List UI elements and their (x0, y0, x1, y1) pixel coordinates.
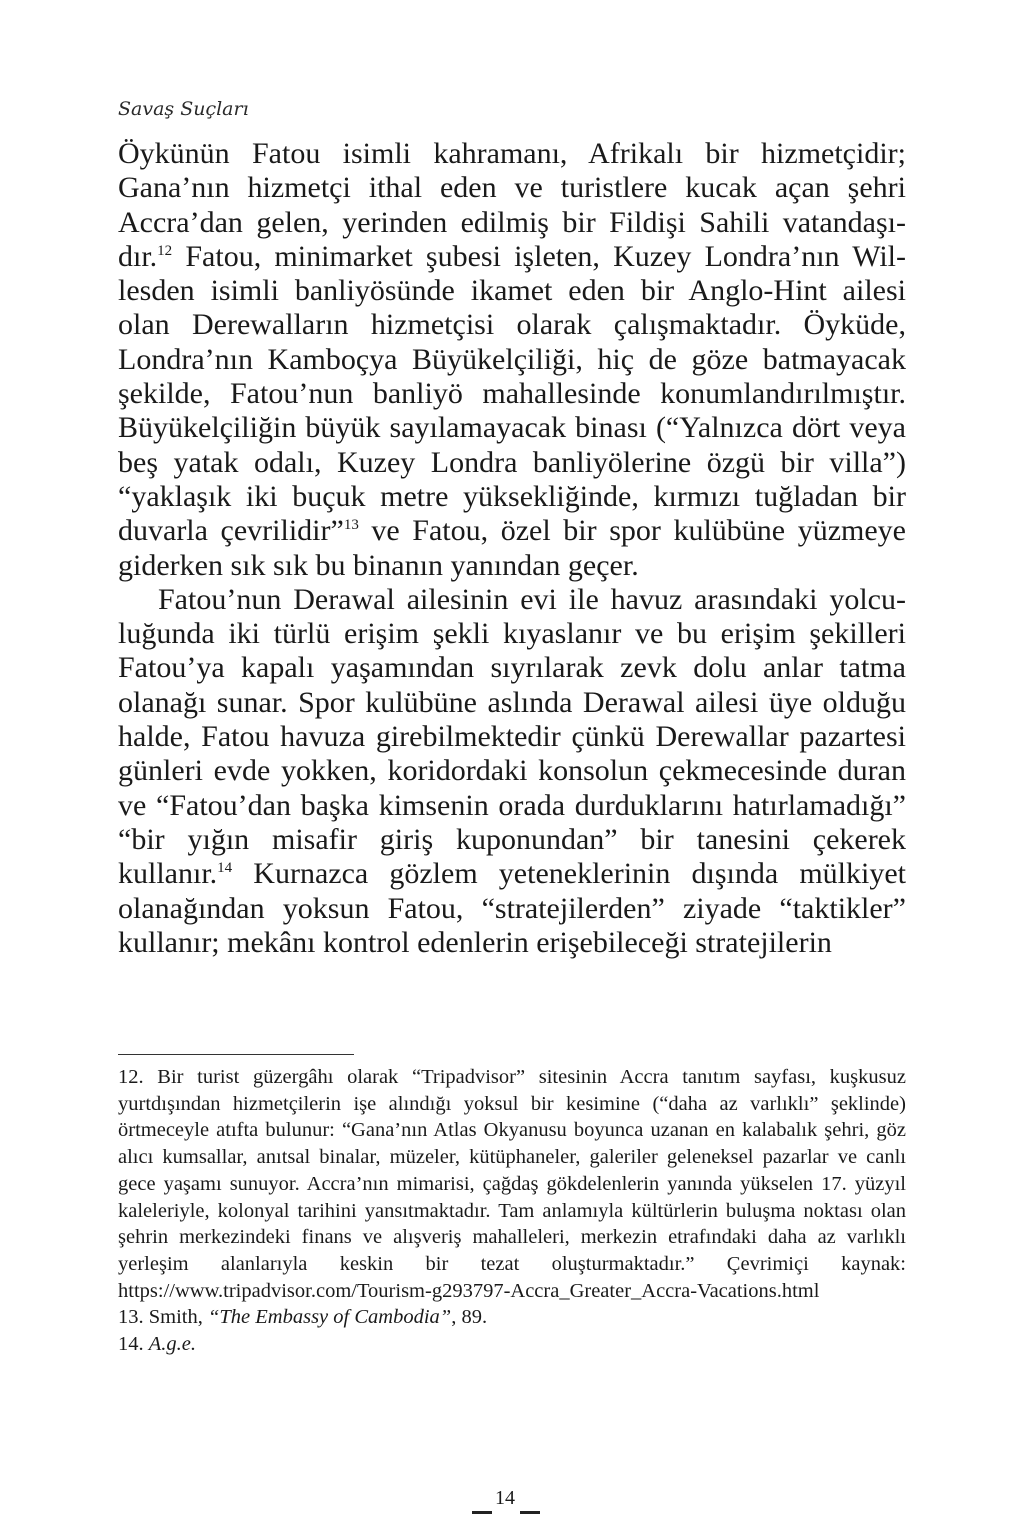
footnote-13-prefix: 13. Smith, (118, 1306, 208, 1329)
footnote-14-prefix: 14. (118, 1333, 149, 1356)
main-text (118, 137, 906, 960)
footnote-14-ibid: A.g.e. (148, 1333, 196, 1356)
paragraph-1-part-a: Öykünün Fatou isimli kahramanı, Afrikalı bir hizmetçidir; Gana’nın hizmetçi ithal eden ve turistlere kucak açan şehri Accra’dan gelen, yerinden edilmiş bir Fildişi Sahili vatandaşıdır. (118, 137, 906, 273)
footnote-ref-14: 14 (217, 860, 233, 877)
footnote-12: 12. Bir turist güzergâhı olarak “Tripadvisor” sitesinin Accra tanıtım sayfası, kuşkusuz yurtdışından hizmetçilerin işe alındığı yoksul bir kesimine (“daha az varlıklı” şeklinde) örtmeceyle atıfta bulunur: “Gana’nın Atlas Okyanusu boyunca uzanan en kalabalık şehri, göz alıcı kumsallar, anıtsal binalar, müzeler, kütüphaneler, galeriler geleneksel pazarlar ve canlı gece yaşamı sunuyor. Accra’nın mimarisi, çağdaş gökdelenlerin yanında yükselen 17. yüzyıl kaleleriyle, kolonyal tarihini yansıtmaktadır. Tam anlamıyla kültürlerin buluşma noktası olan şehrin merkezindeki finans ve alışveriş mahalleleri, merkezin etrafındaki daha az varlıklı yerleşim alanlarıyla keskin bir tezat oluşturmaktadır.” Çevrimiçi kaynak: https://www.tripadvisor.com/Tourism-g293797-Accra_Greater_Accra-Vacations.html (118, 1066, 906, 1302)
paragraph-1-part-c: ve Fatou, özel bir spor kulübüne yüzmeye giderken sık sık bu binanın yanından geçer. (118, 514, 906, 582)
footnote-ref-13: 13 (343, 517, 359, 534)
footnote-14 (118, 1331, 906, 1358)
paragraph-1-part-b: Fatou, minimarket şubesi işleten, Kuzey Londra’nın Willesden isimli banliyösünde ikamet eden bir Anglo-Hint ailesi olan Derewalların hizmetçisi olarak çalışmaktadır. Öyküde, Londra’nın Kamboçya Büyükelçiliği, hiç de göze batmayacak şekilde, Fatou’nun banliyö mahallesinde konumlandırılmıştır. Büyükelçiliğin büyük sayılamayacak binası (“Yalnızca dört veya beş yatak odalı, Kuzey Londra banliyölerine özgü bir villa”) “yaklaşık iki buçuk metre yüksekliğinde, kırmızı tuğladan bir duvarla çevrilidir” (118, 239, 906, 548)
page-number-ornament-left (472, 1511, 492, 1514)
paragraph-2-part-a: Fatou’nun Derawal ailesinin evi ile havuz arasındaki yolculuğunda iki türlü erişim şekli kıyaslanır ve bu erişim şekilleri Fatou’ya kapalı yaşamından sıyrılarak zevk dolu anlar tatma olanağı sunar. Spor kulübüne aslında Derawal ailesi üye olduğu halde, Fatou havuza girebilmektedir çünkü Derewallar pazartesi günleri evde yokken, koridordaki konsolun çekmecesinde duran ve “Fatou’dan başka kimsenin orada durduklarını hatırlamadığı” “bir yığın misafir giriş kuponundan” bir tanesini çekerek kullanır. (118, 582, 906, 891)
paragraph-2-part-b: Kurnazca gözlem yeteneklerinin dışında mülkiyet olanağından yoksun Fatou, “stratejilerden” ziyade “taktikler” kullanır; mekânı kontrol edenlerin erişebileceği stratejilerin (118, 857, 906, 959)
paragraph-2 (118, 583, 906, 960)
page-number: 14 (495, 1487, 515, 1509)
footnote-13-title: “The Embassy of Cambodia” (208, 1306, 452, 1329)
footnotes (118, 1064, 906, 1358)
paragraph-1 (118, 137, 906, 583)
running-head: Savaş Suçları (118, 98, 249, 120)
footnote-divider (118, 1054, 354, 1055)
footnote-ref-12: 12 (157, 242, 173, 259)
footnote-13 (118, 1304, 906, 1331)
page-number-ornament-right (520, 1511, 540, 1514)
footnote-13-suffix: , 89. (451, 1306, 488, 1329)
